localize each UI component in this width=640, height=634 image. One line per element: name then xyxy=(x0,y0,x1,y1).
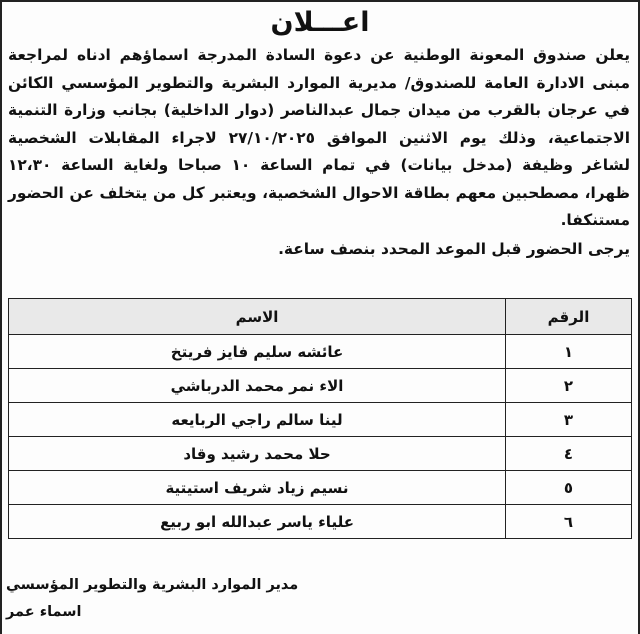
row-number: ٦ xyxy=(506,505,632,539)
header-name: الاسم xyxy=(9,299,506,335)
announcement-note: يرجى الحضور قبل الموعد المحدد بنصف ساعة. xyxy=(278,239,630,258)
row-number: ٤ xyxy=(506,437,632,471)
row-name: لينا سالم راجي الربايعه xyxy=(9,403,506,437)
row-number: ٢ xyxy=(506,369,632,403)
row-name: عائشه سليم فايز فريتخ xyxy=(9,335,506,369)
table-row xyxy=(9,403,632,437)
table-row xyxy=(9,437,632,471)
row-name: علياء ياسر عبدالله ابو ربيع xyxy=(9,505,506,539)
announcement-title: اعـــلان xyxy=(270,7,370,38)
row-number: ١ xyxy=(506,335,632,369)
table-header-row xyxy=(9,299,632,335)
signature-block xyxy=(0,572,638,626)
row-number: ٣ xyxy=(506,403,632,437)
announcement-body-text: يعلن صندوق المعونة الوطنية عن دعوة السادة المدرجة اسماؤهم ادناه لمراجعة مبنى الادارة العامة للصندوق/ مديرية الموارد البشرية والتطوير المؤسسي الكائن في عرجان بالقرب من ميدان جمال عبدالناصر (دوار الداخلية) بجانب وزارة التنمية الاجتماعية، وذلك يوم الاثنين الموافق ٢٧/١٠/٢٠٢٥ لاجراء المقابلات الشخصية لشاغر وظيفة (مدخل بيانات) في تمام الساعة ١٠ صباحا ولغاية الساعة ١٢،٣٠ ظهرا، مصطحبين معهم بطاقة الاحوال الشخصية، ويعتبر كل من يتخلف عن الحضور مستنكفا. xyxy=(8,46,631,229)
row-name: الاء نمر محمد الدرباشي xyxy=(9,369,506,403)
candidates-table xyxy=(8,298,632,539)
row-name: نسيم زياد شريف استيتية xyxy=(9,471,506,505)
announcement-body xyxy=(2,42,638,235)
signature-name: اسماء عمر xyxy=(6,604,82,620)
table-row xyxy=(9,335,632,369)
signature-position: مدير الموارد البشرية والتطوير المؤسسي xyxy=(6,577,299,593)
row-number: ٥ xyxy=(506,471,632,505)
header-number: الرقم xyxy=(506,299,632,335)
table-row xyxy=(9,471,632,505)
table-row xyxy=(9,505,632,539)
table-row xyxy=(9,369,632,403)
row-name: حلا محمد رشيد وقاد xyxy=(9,437,506,471)
